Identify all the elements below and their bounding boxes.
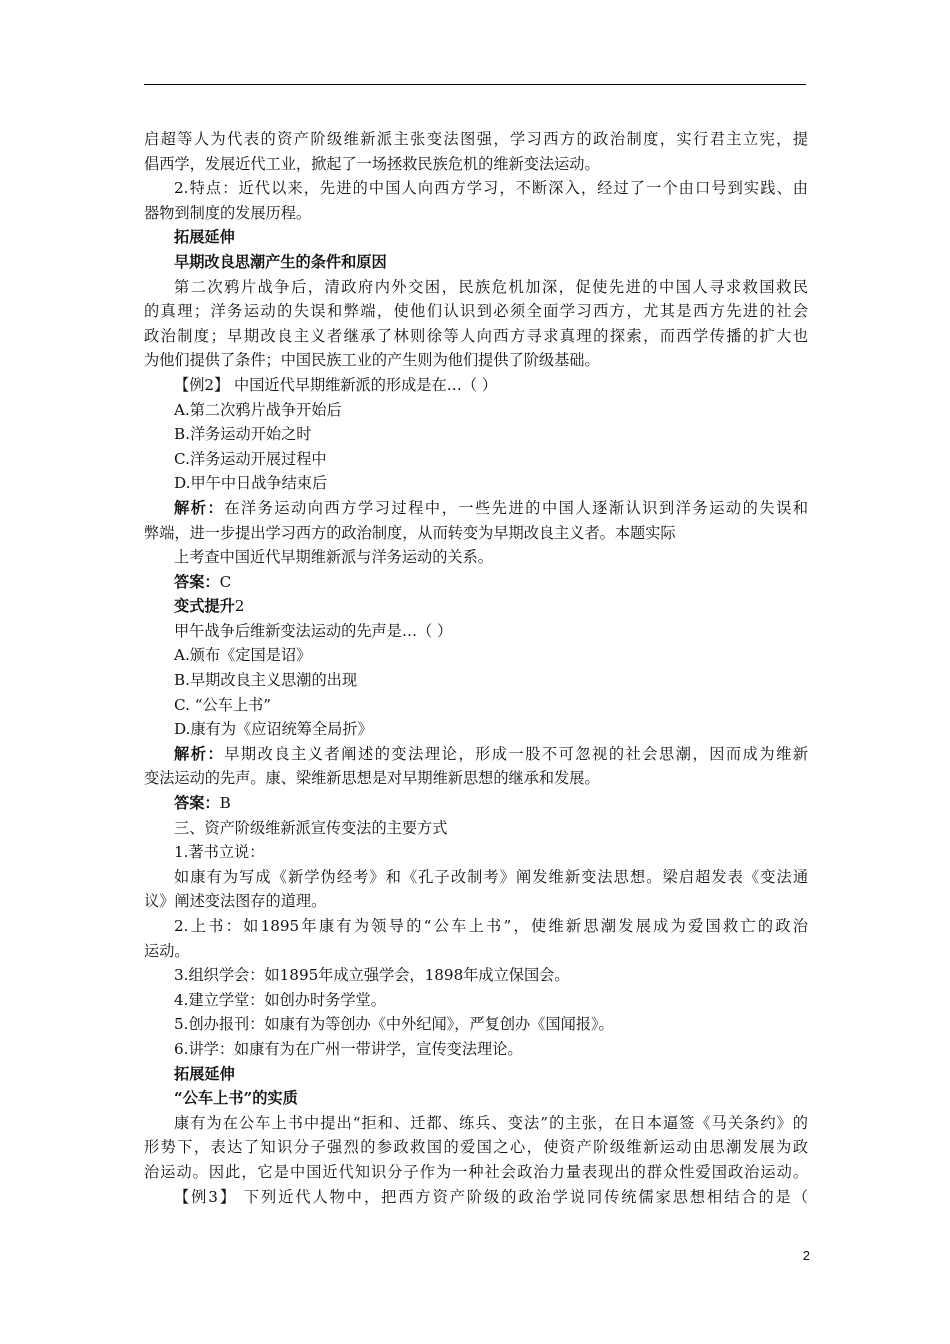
text-line [144, 127, 808, 152]
text-line [144, 471, 808, 496]
line-text: C. “公车上书” [174, 695, 272, 714]
text-line [144, 250, 808, 275]
line-text: 拓展延伸 [174, 1064, 235, 1083]
line-text: 【例3】 下列近代人物中，把西方资产阶级的政治学说同传统儒家思想相结合的是（ [174, 1187, 808, 1206]
line-text: 的真理；洋务运动的失误和弊端，使他们认识到必须全面学习西方，尤其是西方先进的社会 [144, 302, 808, 321]
text-line [144, 1062, 808, 1087]
text-line [144, 816, 808, 841]
line-text: C.洋务运动开展过程中 [174, 449, 327, 468]
line-text: A.第二次鸦片战争开始后 [174, 400, 342, 419]
text-line [144, 1135, 808, 1160]
text-line [144, 348, 808, 373]
line-text: B.早期改良主义思潮的出现 [174, 671, 358, 690]
text-line [144, 398, 808, 423]
text-line [144, 1111, 808, 1136]
line-text: 2 [234, 597, 245, 616]
line-text: 早期改良思潮产生的条件和原因 [174, 252, 387, 271]
text-line [144, 225, 808, 250]
line-text: 政治制度；早期改良主义者继承了林则徐等人向西方寻求真理的探索，而西学传播的扩大也 [144, 326, 808, 345]
line-text: 器物到制度的发展历程。 [144, 203, 312, 222]
line-text: 启超等人为代表的资产阶级维新派主张变法图强，学习西方的政治制度，实行君主立宪，提 [144, 130, 808, 148]
text-line [144, 791, 808, 816]
line-text: 4.建立学堂：如创办时务学堂。 [174, 990, 386, 1009]
text-line [144, 275, 808, 300]
line-label: 变式提升 [174, 597, 235, 616]
line-text: 6.讲学：如康有为在广州一带讲学，宣传变法理论。 [174, 1039, 523, 1058]
text-line [144, 1012, 808, 1037]
text-line [144, 373, 808, 398]
line-text: 5.创办报刊：如康有为等创办《中外纪闻》，严复创办《国闻报》。 [174, 1015, 614, 1034]
line-text: 早期改良主义者阐述的变法理论，形成一股不可忽视的社会思潮，因而成为维新 [224, 744, 809, 763]
line-text: 2.特点：近代以来，先进的中国人向西方学习，不断深入，经过了一个由口号到实践、由 [174, 179, 808, 198]
text-line [144, 545, 808, 570]
line-text: D.甲午中日战争结束后 [174, 474, 328, 493]
line-text: D.康有为《应诏统筹全局折》 [174, 720, 373, 739]
line-text: 【例2】 中国近代早期维新派的形成是在…（ ） [174, 375, 498, 394]
line-text: 康有为在公车上书中提出“拒和、迁都、练兵、变法”的主张，在日本逼签《马关条约》的 [174, 1113, 808, 1132]
text-line [144, 447, 808, 472]
line-text: 拓展延伸 [174, 228, 235, 247]
text-line [144, 668, 808, 693]
line-text: 形势下，表达了知识分子强烈的参政救国的爱国之心，使资产阶级维新运动由思潮发展为政 [144, 1138, 808, 1157]
text-line [144, 176, 808, 201]
text-line [144, 619, 808, 644]
line-text: 甲午战争后维新变法运动的先声是…（ ） [174, 621, 453, 640]
document-body [144, 127, 808, 1209]
text-line [144, 865, 808, 890]
line-text: 如康有为写成《新学伪经考》和《孔子改制考》阐发维新变法思想。梁启超发表《变法通 [174, 867, 808, 886]
line-text: 议》阐述变法图存的道理。 [144, 892, 327, 911]
text-line [144, 840, 808, 865]
line-label: 解析： [174, 498, 225, 517]
header-rule [144, 84, 806, 85]
text-line [144, 963, 808, 988]
text-line [144, 988, 808, 1013]
text-line [144, 742, 808, 767]
line-text: 倡西学，发展近代工业，掀起了一场拯救民族危机的维新变法运动。 [144, 154, 600, 173]
text-line [144, 1037, 808, 1062]
text-line [144, 324, 808, 349]
text-line [144, 693, 808, 718]
text-line [144, 570, 808, 595]
text-line [144, 152, 808, 177]
line-text: 治运动。因此，它是中国近代知识分子作为一种社会政治力量表现出的群众性爱国政治运动。 [144, 1162, 808, 1181]
line-label: 答案： [174, 572, 220, 591]
line-text: 运动。 [144, 941, 190, 960]
line-text: 为他们提供了条件；中国民族工业的产生则为他们提供了阶级基础。 [144, 351, 600, 370]
text-line [144, 1160, 808, 1185]
text-line [144, 643, 808, 668]
text-line [144, 299, 808, 324]
text-line [144, 889, 808, 914]
line-text: “公车上书”的实质 [174, 1089, 298, 1108]
text-line [144, 1185, 808, 1210]
line-text: 3.组织学会：如1895年成立强学会，1898年成立保国会。 [174, 966, 570, 985]
line-text: B [219, 794, 231, 813]
line-text: 在洋务运动向西方学习过程中，一些先进的中国人逐渐认识到洋务运动的失误和 [224, 498, 809, 517]
line-text: 三、资产阶级维新派宣传变法的主要方式 [174, 818, 448, 837]
text-line [144, 766, 808, 791]
text-line [144, 201, 808, 226]
page-number: 2 [802, 1248, 810, 1263]
text-line [144, 717, 808, 742]
text-line [144, 1086, 808, 1111]
line-label: 答案： [174, 794, 220, 813]
line-text: 第二次鸦片战争后，清政府内外交困，民族危机加深，促使先进的中国人寻求救国救民 [174, 277, 808, 296]
line-label: 解析： [174, 744, 225, 763]
text-line [144, 422, 808, 447]
line-text: 弊端，进一步提出学习西方的政治制度，从而转变为早期改良主义者。本题实际 [144, 523, 676, 542]
line-text: A.颁布《定国是诏》 [174, 646, 312, 665]
line-text: 1.著书立说： [174, 843, 265, 862]
text-line [144, 939, 808, 964]
line-text: 2.上书：如1895年康有为领导的“公车上书”，使维新思潮发展成为爱国救亡的政治 [174, 917, 808, 935]
line-text: 上考查中国近代早期维新派与洋务运动的关系。 [174, 548, 493, 567]
line-text: B.洋务运动开始之时 [174, 425, 312, 444]
line-text: C [219, 572, 232, 591]
line-text: 变法运动的先声。康、梁维新思想是对早期维新思想的继承和发展。 [144, 769, 600, 788]
text-line [144, 521, 808, 546]
text-line [144, 914, 808, 939]
text-line [144, 594, 808, 619]
text-line [144, 496, 808, 521]
